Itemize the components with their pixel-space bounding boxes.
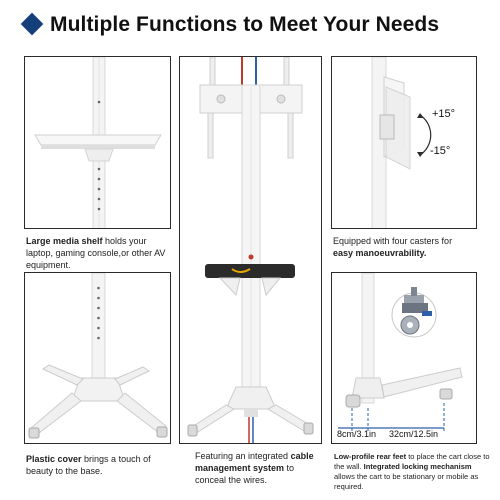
caption-media-shelf-text: holds your laptop, gaming console,or other AV equipment. (26, 236, 166, 270)
media-shelf-illustration (25, 57, 171, 229)
tilt-illustration (332, 57, 477, 229)
caption-cable-management-text: to conceal the wires. (195, 463, 295, 485)
caption-rear-feet-bold2: Integrated locking mechanism (363, 462, 472, 471)
panel-plastic-cover (24, 272, 171, 444)
measurement-left: 8cm/3.1in (337, 429, 377, 439)
measurement-right: 32cm/12.5in (389, 429, 439, 439)
rear-feet-illustration (332, 273, 477, 444)
page-title: Multiple Functions to Meet Your Needs (50, 13, 440, 36)
caption-rear-feet-bold1: Low-profile rear feet (334, 452, 407, 461)
caption-plastic-cover (26, 453, 176, 477)
panel-media-shelf (24, 56, 171, 229)
diamond-icon (21, 13, 44, 36)
caption-cable-management-pre: Featuring an integrated (195, 451, 291, 461)
header (0, 0, 500, 50)
caption-plastic-cover-text: brings a touch of beauty to the base. (26, 454, 151, 476)
caption-plastic-cover-bold: Plastic cover (26, 454, 82, 464)
caption-tilt-line1: Equipped with four casters for (333, 236, 453, 246)
caption-tilt (333, 235, 483, 259)
caption-rear-feet-text2: allows the cart to be stationary or mobile as required. (334, 472, 479, 491)
caption-cable-management (195, 450, 325, 486)
caption-media-shelf (26, 235, 176, 271)
base-illustration (25, 273, 171, 444)
panel-rear-feet (331, 272, 477, 444)
caption-rear-feet (334, 452, 494, 492)
tilt-angle-up: +15° (432, 108, 456, 120)
caption-media-shelf-bold: Large media shelf (26, 236, 103, 246)
tilt-angle-down: -15° (430, 145, 451, 157)
panel-cable-management (179, 56, 322, 444)
caption-rear-feet-text1: to place the cart close to the wall. (334, 452, 490, 471)
cable-management-illustration (180, 57, 322, 444)
caption-tilt-line2: easy manoeuvrability. (333, 248, 427, 258)
panel-tilt (331, 56, 477, 229)
caption-cable-management-bold: cable management system (195, 451, 314, 473)
